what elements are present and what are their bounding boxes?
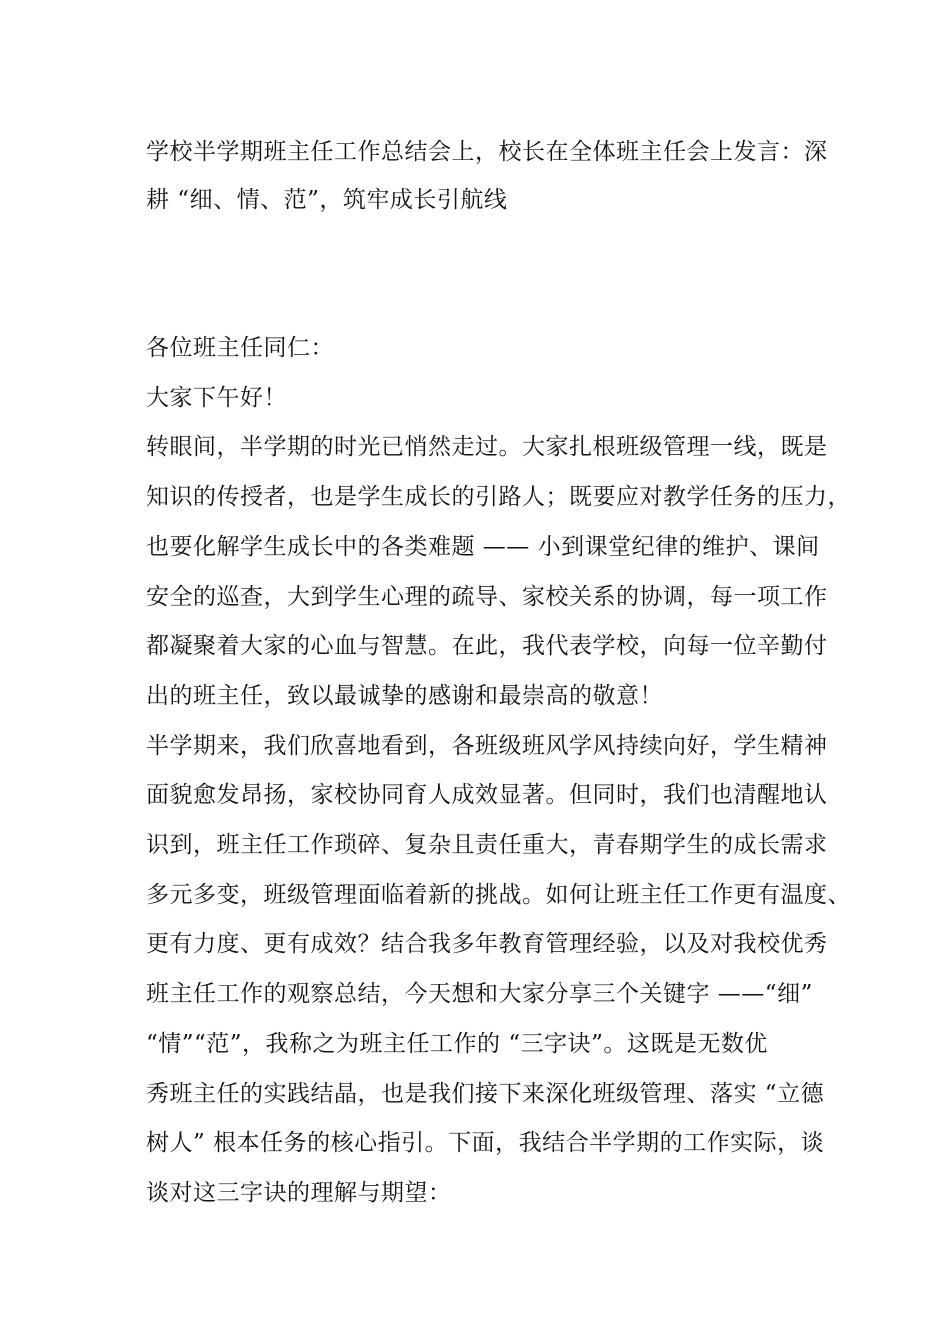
body-line: 大家下午好！ (146, 384, 287, 411)
body-line: 更有力度、更有成效？结合我多年教育管理经验，以及对我校优秀 (146, 931, 828, 958)
body-line: 秀班主任的实践结晶，也是我们接下来深化班级管理、落实 “立德 (146, 1080, 825, 1107)
body-line: 出的班主任，致以最诚挚的感谢和最崇高的敬意！ (146, 682, 663, 709)
document-title (146, 128, 826, 224)
body-line: 面貌愈发昂扬，家校协同育人成效显著。但同时，我们也清醒地认 (146, 782, 828, 809)
body-line: 多元多变，班级管理面临着新的挑战。如何让班主任工作更有温度、 (146, 881, 851, 908)
body-line: 安全的巡查，大到学生心理的疏导、家校关系的协调，每一项工作 (146, 583, 828, 610)
body-line: 都凝聚着大家的心血与智慧。在此，我代表学校，向每一位辛勤付 (146, 633, 828, 660)
body-line: 各位班主任同仁： (146, 335, 334, 361)
body-line: 班主任工作的观察总结，今天想和大家分享三个关键字 ——“细” (146, 981, 813, 1008)
body-line: 谈对这三字诀的理解与期望： (146, 1179, 452, 1206)
body-line: “情”“范”，我称之为班主任工作的 “三字诀”。这既是无数优 (146, 1030, 768, 1057)
title-line: 耕 “细、情、范”，筑牢成长引航线 (146, 187, 508, 213)
body-line: 树人” 根本任务的核心指引。下面，我结合半学期的工作实际，谈 (146, 1130, 825, 1157)
body-line: 半学期来，我们欣喜地看到，各班级班风学风持续向好，学生精神 (146, 732, 828, 759)
title-line: 学校半学期班主任工作总结会上，校长在全体班主任会上发言：深 (146, 139, 828, 165)
body-line: 也要化解学生成长中的各类难题 —— 小到课堂纪律的维护、课间 (146, 533, 820, 560)
body-line: 识到，班主任工作琐碎、复杂且责任重大，青春期学生的成长需求 (146, 832, 828, 859)
document-body (146, 324, 851, 1219)
body-line: 知识的传授者，也是学生成长的引路人；既要应对教学任务的压力， (146, 484, 851, 511)
body-line: 转眼间，半学期的时光已悄然走过。大家扎根班级管理一线，既是 (146, 434, 828, 461)
